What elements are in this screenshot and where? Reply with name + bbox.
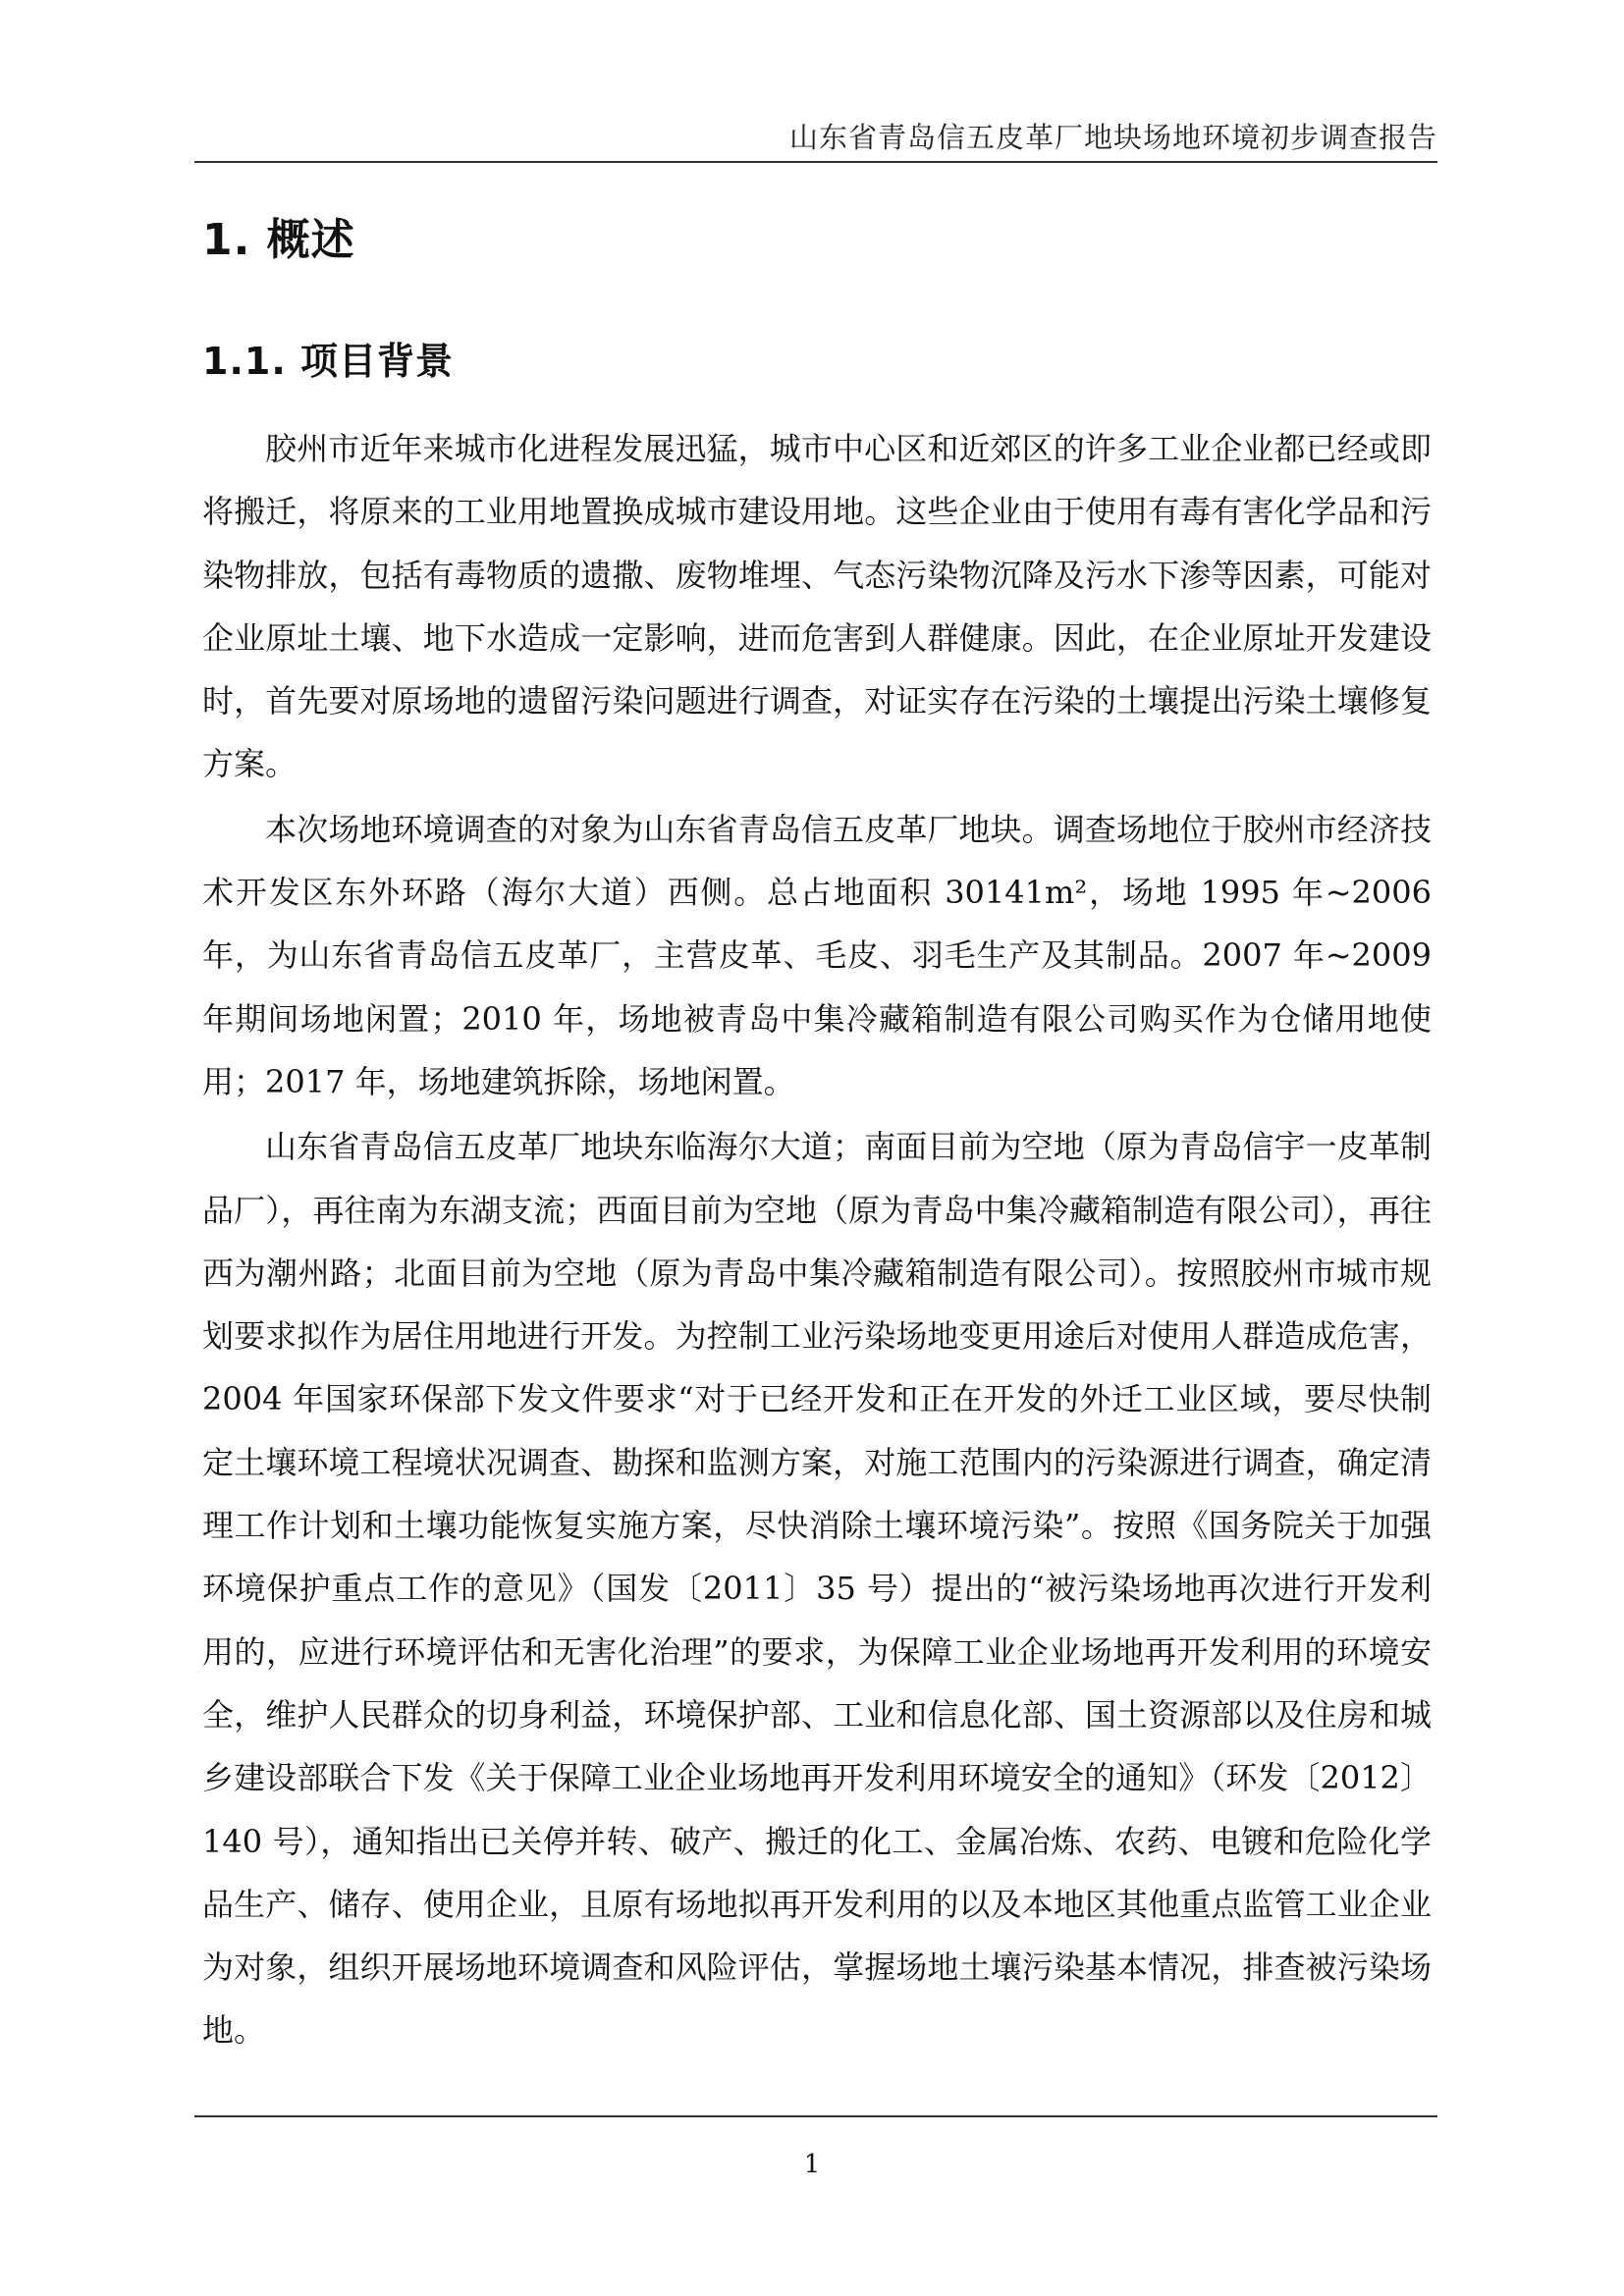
- section-title: 1.1. 项目背景: [202, 340, 454, 383]
- running-header: 山东省青岛信五皮革厂地块场地环境初步调查报告: [788, 121, 1437, 154]
- page-number: 1: [803, 2150, 821, 2179]
- header-divider: [194, 161, 1437, 163]
- footer-divider: [194, 2115, 1437, 2117]
- chapter-title: 1. 概述: [202, 215, 355, 265]
- paragraph: 山东省青岛信五皮革厂地块东临海尔大道；南面目前为空地（原为青岛信宇一皮革制品厂），再往南为东湖支流；西面目前为空地（原为青岛中集冷藏箱制造有限公司），再往西为潮州路；北面目前为空地（原为青岛中集冷藏箱制造有限公司）。按照胶州市城市规划要求拟作为居住用地进行开发。为控制工业污染场地变更用途后对使用人群造成危害，2004 年国家环保部下发文件要求“对于已经开发和正在开发的外迁工业区域，要尽快制定土壤环境工程境状况调查、勘探和监测方案，对施工范围内的污染源进行调查，确定清理工作计划和土壤功能恢复实施方案，尽快消除土壤环境污染”。按照《国务院关于加强环境保护重点工作的意见》（国发〔2011〕35 号）提出的“被污染场地再次进行开发利用的，应进行环境评估和无害化治理”的要求，为保障工业企业场地再开发利用的环境安全，维护人民群众的切身利益，环境保护部、工业和信息化部、国土资源部以及住房和城乡建设部联合下发《关于保障工业企业场地再开发利用环境安全的通知》（环发〔2012〕140 号），通知指出已关停并转、破产、搬迁的化工、金属冶炼、农药、电镀和危险化学品生产、储存、使用企业，且原有场地拟再开发利用的以及本地区其他重点监管工业企业为对象，组织开展场地环境调查和风险评估，掌握场地土壤污染基本情况，排查被污染场地。: [202, 1128, 1432, 2050]
- paragraph: 本次场地环境调查的对象为山东省青岛信五皮革厂地块。调查场地位于胶州市经济技术开发区东外环路（海尔大道）西侧。总占地面积 30141m²，场地 1995 年~2006 年，为山东省青岛信五皮革厂，主营皮革、毛皮、羽毛生产及其制品。2007 年~2009 年期间场地闲置；2010 年，场地被青岛中集冷藏箱制造有限公司购买作为仓储用地使用；2017 年，场地建筑拆除，场地闲置。: [202, 810, 1432, 1100]
- paragraph: 胶州市近年来城市化进程发展迅猛，城市中心区和近郊区的许多工业企业都已经或即将搬迁，将原来的工业用地置换成城市建设用地。这些企业由于使用有毒有害化学品和污染物排放，包括有毒物质的遗撒、废物堆埋、气态污染物沉降及污水下渗等因素，可能对企业原址土壤、地下水造成一定影响，进而危害到人群健康。因此，在企业原址开发建设时，首先要对原场地的遗留污染问题进行调查，对证实存在污染的土壤提出污染土壤修复方案。: [202, 430, 1432, 783]
- body-text: [202, 417, 1432, 2064]
